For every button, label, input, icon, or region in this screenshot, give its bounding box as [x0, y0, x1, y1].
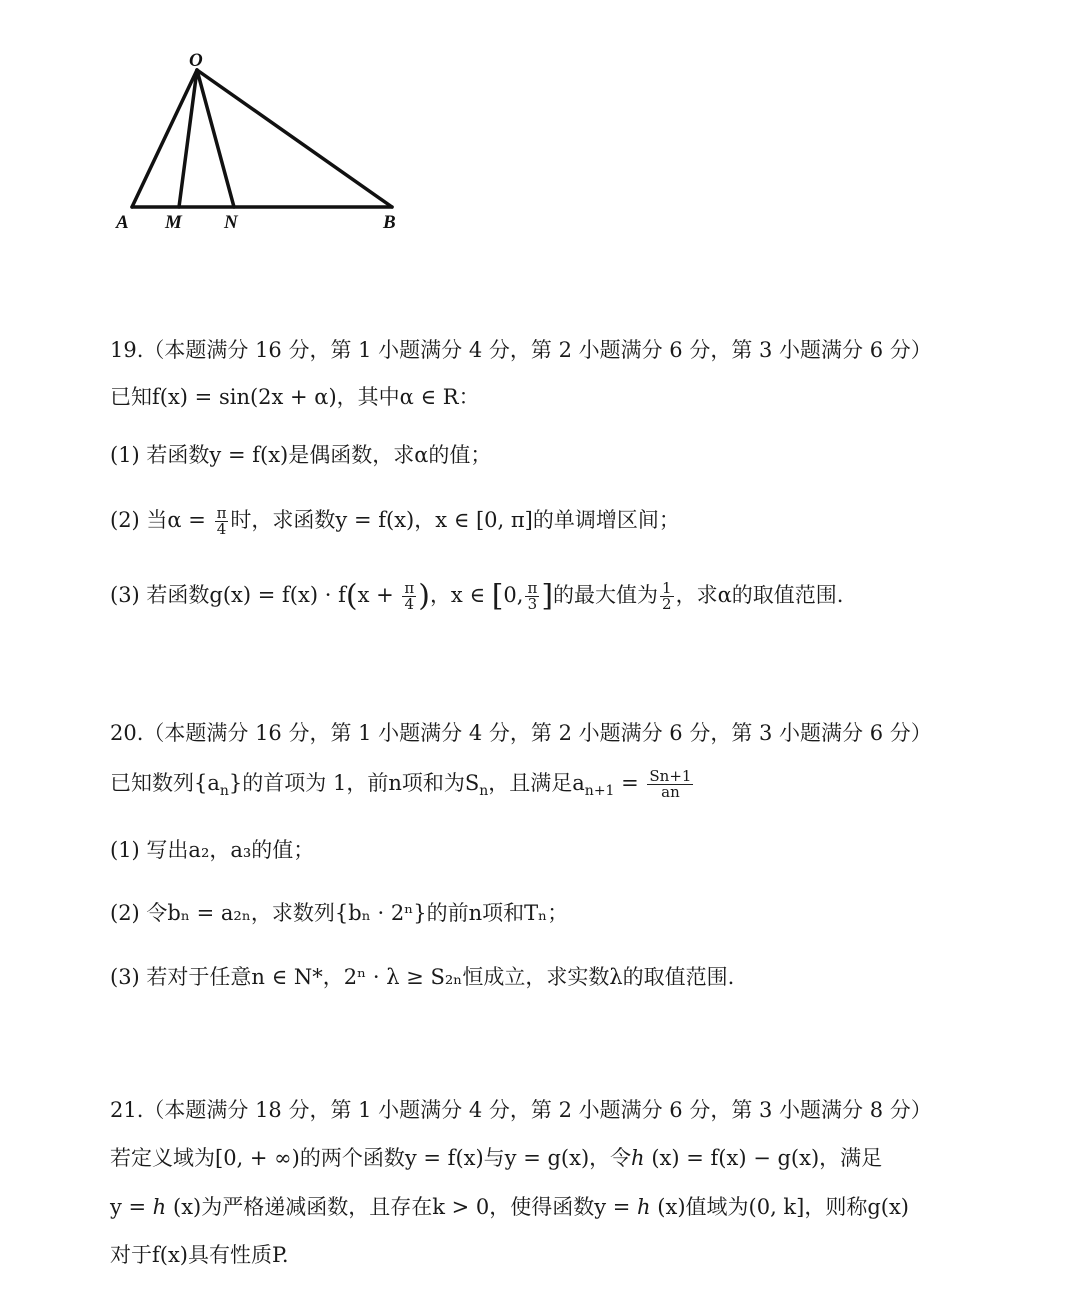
label-M: M	[165, 212, 182, 233]
q19-header: 19.（本题满分 16 分，第 1 小题满分 4 分，第 2 小题满分 6 分，第 3 小题满分 6 分）	[110, 338, 932, 362]
q19-p2-den: 4	[216, 520, 227, 538]
q19-p3-x: x +	[357, 583, 401, 607]
q19-p3-den3: 2	[662, 595, 672, 613]
q19-p3-text-c: 的最大值为	[553, 583, 659, 607]
q20-header: 20.（本题满分 16 分，第 1 小题满分 4 分，第 2 小题满分 6 分，第 3 小题满分 6 分）	[110, 721, 932, 745]
q21-line2: y = ℎ (x)为严格递减函数，且存在k > 0，使得函数y = ℎ (x)值域为(0, k]，则称g(x)	[110, 1195, 910, 1219]
q19-p3-num2: π	[527, 579, 538, 597]
q19-p2-fraction	[215, 506, 229, 537]
q19-p2-text-a: (2) 当α =	[110, 508, 213, 532]
q20-frac-num: Sn+1	[649, 767, 692, 785]
q20-given-c: ，且满足a	[488, 771, 585, 795]
q19-part3: (3) 若函数g(x) = f(x) · f(x + $\frac{\pi}{4}$ )，x ∈ [0, $\frac{\pi}{3}$ ]的最大值为 $\frac{1}{2}$ ，求α的取值范围.	[110, 578, 844, 614]
q19-p3-zero: 0,	[503, 583, 524, 607]
label-N: N	[224, 212, 238, 233]
q19-p3-frac2	[525, 581, 539, 612]
q19-part1: (1) 若函数y = f(x)是偶函数，求α的值；	[110, 443, 492, 467]
q20-part2: (2) 令bₙ = a₂ₙ，求数列{bₙ · 2ⁿ}的前n项和Tₙ；	[110, 901, 569, 925]
q21-line1: 若定义域为[0, + ∞)的两个函数y = f(x)与y = g(x)，令ℎ (x) = f(x) − g(x)，满足	[110, 1146, 883, 1170]
q20-part3: (3) 若对于任意n ∈ N*，2ⁿ · λ ≥ S₂ₙ恒成立，求实数λ的取值范围.	[110, 965, 735, 989]
q19-p3-text-a: (3) 若函数g(x) = f(x) · f	[110, 583, 346, 607]
q19-p3-text-d: ，求α的取值范围.	[675, 583, 844, 607]
q21-header: 21.（本题满分 18 分，第 1 小题满分 4 分，第 2 小题满分 6 分，第 3 小题满分 8 分）	[110, 1098, 932, 1122]
q21-line3: 对于f(x)具有性质P.	[110, 1243, 289, 1267]
q20-given-a: 已知数列{a	[110, 771, 220, 795]
triangle-diagram	[100, 40, 420, 240]
q20-given: 已知数列$\{a_n\}$的首项为 1，前n项和为$S_n$，且满足$a_{n+1}$ = $\frac{Sn+1}{an}$	[110, 767, 692, 801]
triangle-figure	[100, 40, 420, 240]
q19-given: 已知f(x) = sin(2x + α)，其中α ∈ R：	[110, 385, 480, 409]
q20-given-d: =	[614, 771, 646, 795]
q20-frac-den: an	[661, 783, 680, 801]
label-A: A	[116, 212, 129, 233]
q19-p2-text-b: 时，求函数y = f(x)，x ∈ [0, π]的单调增区间；	[230, 508, 680, 532]
q19-p3-frac1	[402, 581, 416, 612]
q20-given-b: }的首项为 1，前n项和为S	[228, 771, 480, 795]
q19-p3-num3: 1	[662, 579, 672, 597]
q19-p3-frac3	[660, 581, 674, 612]
label-B: B	[383, 212, 396, 233]
label-O: O	[189, 50, 203, 71]
q19-p3-text-b: ，x ∈	[429, 583, 492, 607]
q19-p3-den2: 3	[527, 595, 538, 613]
q19-p3-den1: 4	[404, 595, 415, 613]
q20-part1: (1) 写出a₂，a₃的值；	[110, 838, 315, 862]
segment-OB	[197, 70, 392, 207]
q19-p3-num1: π	[404, 579, 415, 597]
q19-part2	[110, 505, 680, 537]
q20-fraction	[647, 769, 693, 800]
q19-p2-num: π	[216, 504, 227, 522]
